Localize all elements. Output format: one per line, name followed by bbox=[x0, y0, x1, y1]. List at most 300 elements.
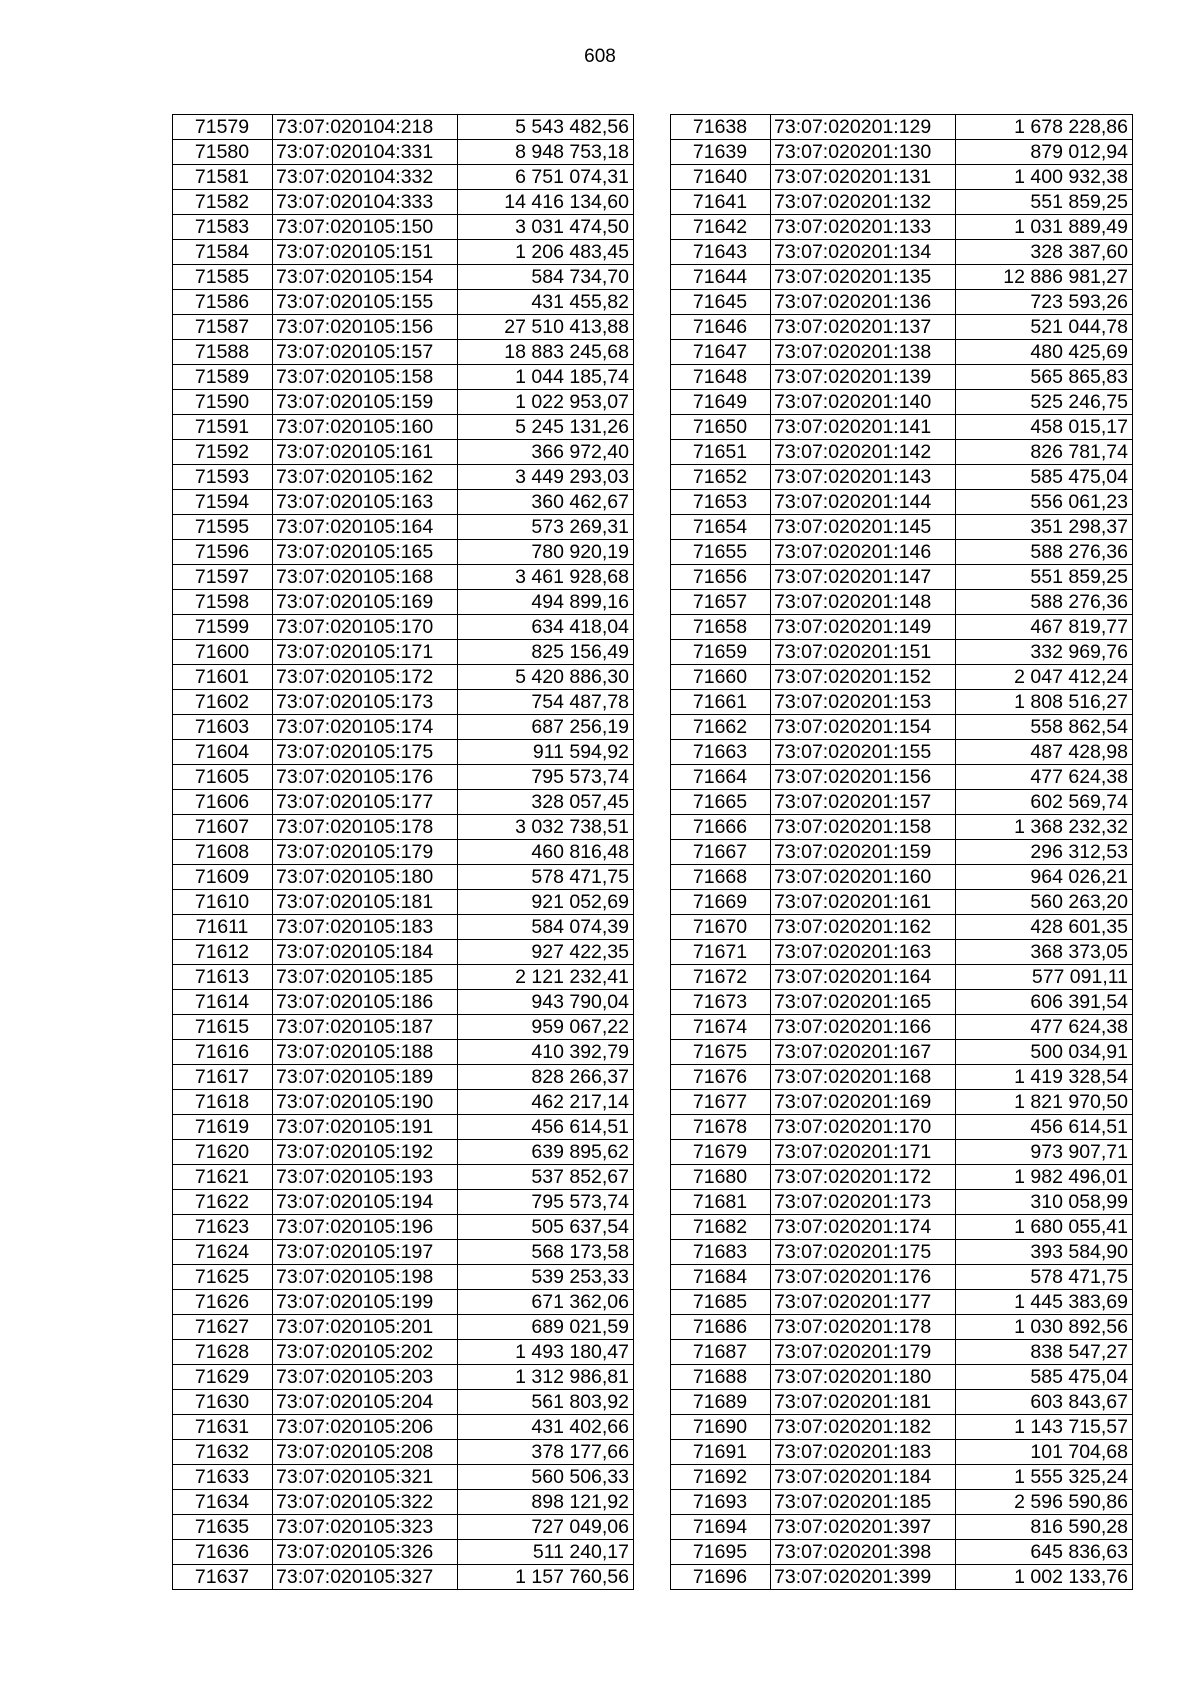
value-cell: 462 217,14 bbox=[458, 1090, 634, 1115]
value-cell: 825 156,49 bbox=[458, 640, 634, 665]
table-row bbox=[173, 290, 634, 315]
row-number-cell: 71626 bbox=[173, 1290, 273, 1315]
row-number-cell: 71604 bbox=[173, 740, 273, 765]
cadastral-number-cell: 73:07:020105:155 bbox=[273, 290, 458, 315]
value-cell: 1 821 970,50 bbox=[956, 1090, 1133, 1115]
cadastral-number-cell: 73:07:020105:326 bbox=[273, 1540, 458, 1565]
row-number-cell: 71589 bbox=[173, 365, 273, 390]
row-number-cell: 71630 bbox=[173, 1390, 273, 1415]
value-cell: 368 373,05 bbox=[956, 940, 1133, 965]
value-cell: 328 057,45 bbox=[458, 790, 634, 815]
cadastral-number-cell: 73:07:020201:134 bbox=[771, 240, 956, 265]
table-row bbox=[173, 140, 634, 165]
row-number-cell: 71686 bbox=[671, 1315, 771, 1340]
value-cell: 328 387,60 bbox=[956, 240, 1133, 265]
value-cell: 431 402,66 bbox=[458, 1415, 634, 1440]
cadastral-number-cell: 73:07:020105:151 bbox=[273, 240, 458, 265]
table-row bbox=[173, 1365, 634, 1390]
value-cell: 458 015,17 bbox=[956, 415, 1133, 440]
value-cell: 2 121 232,41 bbox=[458, 965, 634, 990]
row-number-cell: 71624 bbox=[173, 1240, 273, 1265]
table-row bbox=[671, 140, 1133, 165]
row-number-cell: 71644 bbox=[671, 265, 771, 290]
value-cell: 477 624,38 bbox=[956, 1015, 1133, 1040]
cadastral-number-cell: 73:07:020105:321 bbox=[273, 1465, 458, 1490]
cadastral-number-cell: 73:07:020201:148 bbox=[771, 590, 956, 615]
cadastral-number-cell: 73:07:020201:167 bbox=[771, 1040, 956, 1065]
value-cell: 487 428,98 bbox=[956, 740, 1133, 765]
row-number-cell: 71591 bbox=[173, 415, 273, 440]
cadastral-number-cell: 73:07:020105:202 bbox=[273, 1340, 458, 1365]
table-row bbox=[671, 965, 1133, 990]
cadastral-number-cell: 73:07:020105:173 bbox=[273, 690, 458, 715]
table-row bbox=[671, 1390, 1133, 1415]
table-row bbox=[671, 365, 1133, 390]
cadastral-number-cell: 73:07:020201:164 bbox=[771, 965, 956, 990]
table-row bbox=[671, 1540, 1133, 1565]
row-number-cell: 71646 bbox=[671, 315, 771, 340]
value-cell: 634 418,04 bbox=[458, 615, 634, 640]
row-number-cell: 71677 bbox=[671, 1090, 771, 1115]
table-row bbox=[671, 340, 1133, 365]
table-row bbox=[671, 790, 1133, 815]
table-row bbox=[671, 1565, 1133, 1590]
row-number-cell: 71637 bbox=[173, 1565, 273, 1590]
table-row bbox=[671, 115, 1133, 140]
value-cell: 525 246,75 bbox=[956, 390, 1133, 415]
cadastral-number-cell: 73:07:020201:152 bbox=[771, 665, 956, 690]
cadastral-number-cell: 73:07:020201:182 bbox=[771, 1415, 956, 1440]
cadastral-number-cell: 73:07:020201:399 bbox=[771, 1565, 956, 1590]
row-number-cell: 71685 bbox=[671, 1290, 771, 1315]
row-number-cell: 71621 bbox=[173, 1165, 273, 1190]
cadastral-number-cell: 73:07:020105:206 bbox=[273, 1415, 458, 1440]
row-number-cell: 71693 bbox=[671, 1490, 771, 1515]
row-number-cell: 71645 bbox=[671, 290, 771, 315]
table-row bbox=[671, 715, 1133, 740]
cadastral-number-cell: 73:07:020201:162 bbox=[771, 915, 956, 940]
value-cell: 5 543 482,56 bbox=[458, 115, 634, 140]
table-row bbox=[671, 740, 1133, 765]
cadastral-number-cell: 73:07:020105:198 bbox=[273, 1265, 458, 1290]
cadastral-number-cell: 73:07:020201:143 bbox=[771, 465, 956, 490]
cadastral-number-cell: 73:07:020201:169 bbox=[771, 1090, 956, 1115]
row-number-cell: 71688 bbox=[671, 1365, 771, 1390]
row-number-cell: 71663 bbox=[671, 740, 771, 765]
table-row bbox=[671, 515, 1133, 540]
value-cell: 558 862,54 bbox=[956, 715, 1133, 740]
cadastral-number-cell: 73:07:020201:172 bbox=[771, 1165, 956, 1190]
cadastral-number-cell: 73:07:020105:160 bbox=[273, 415, 458, 440]
cadastral-number-cell: 73:07:020201:181 bbox=[771, 1390, 956, 1415]
table-row bbox=[173, 765, 634, 790]
value-cell: 1 143 715,57 bbox=[956, 1415, 1133, 1440]
table-row bbox=[671, 540, 1133, 565]
row-number-cell: 71592 bbox=[173, 440, 273, 465]
row-number-cell: 71617 bbox=[173, 1065, 273, 1090]
table-row bbox=[671, 940, 1133, 965]
row-number-cell: 71627 bbox=[173, 1315, 273, 1340]
table-row bbox=[671, 1415, 1133, 1440]
row-number-cell: 71588 bbox=[173, 340, 273, 365]
value-cell: 584 734,70 bbox=[458, 265, 634, 290]
value-cell: 588 276,36 bbox=[956, 540, 1133, 565]
table-row bbox=[671, 165, 1133, 190]
value-cell: 539 253,33 bbox=[458, 1265, 634, 1290]
value-cell: 639 895,62 bbox=[458, 1140, 634, 1165]
value-cell: 494 899,16 bbox=[458, 590, 634, 615]
row-number-cell: 71647 bbox=[671, 340, 771, 365]
row-number-cell: 71654 bbox=[671, 515, 771, 540]
value-cell: 2 596 590,86 bbox=[956, 1490, 1133, 1515]
cadastral-number-cell: 73:07:020201:174 bbox=[771, 1215, 956, 1240]
value-cell: 332 969,76 bbox=[956, 640, 1133, 665]
row-number-cell: 71587 bbox=[173, 315, 273, 340]
cadastral-number-cell: 73:07:020201:184 bbox=[771, 1465, 956, 1490]
right-table-body bbox=[671, 115, 1133, 1590]
cadastral-number-cell: 73:07:020201:133 bbox=[771, 215, 956, 240]
table-row bbox=[173, 390, 634, 415]
cadastral-number-cell: 73:07:020105:194 bbox=[273, 1190, 458, 1215]
value-cell: 5 420 886,30 bbox=[458, 665, 634, 690]
row-number-cell: 71581 bbox=[173, 165, 273, 190]
cadastral-number-cell: 73:07:020105:159 bbox=[273, 390, 458, 415]
table-row bbox=[671, 1215, 1133, 1240]
value-cell: 585 475,04 bbox=[956, 465, 1133, 490]
table-row bbox=[671, 840, 1133, 865]
value-cell: 1 022 953,07 bbox=[458, 390, 634, 415]
table-row bbox=[671, 1115, 1133, 1140]
table-row bbox=[173, 1165, 634, 1190]
value-cell: 6 751 074,31 bbox=[458, 165, 634, 190]
row-number-cell: 71593 bbox=[173, 465, 273, 490]
table-row bbox=[173, 790, 634, 815]
value-cell: 879 012,94 bbox=[956, 140, 1133, 165]
value-cell: 687 256,19 bbox=[458, 715, 634, 740]
cadastral-number-cell: 73:07:020105:179 bbox=[273, 840, 458, 865]
cadastral-number-cell: 73:07:020105:323 bbox=[273, 1515, 458, 1540]
value-cell: 2 047 412,24 bbox=[956, 665, 1133, 690]
value-cell: 585 475,04 bbox=[956, 1365, 1133, 1390]
table-row bbox=[173, 1315, 634, 1340]
row-number-cell: 71579 bbox=[173, 115, 273, 140]
row-number-cell: 71583 bbox=[173, 215, 273, 240]
cadastral-number-cell: 73:07:020105:184 bbox=[273, 940, 458, 965]
cadastral-number-cell: 73:07:020201:398 bbox=[771, 1540, 956, 1565]
cadastral-number-cell: 73:07:020105:158 bbox=[273, 365, 458, 390]
row-number-cell: 71607 bbox=[173, 815, 273, 840]
table-row bbox=[173, 265, 634, 290]
table-row bbox=[173, 865, 634, 890]
value-cell: 5 245 131,26 bbox=[458, 415, 634, 440]
cadastral-number-cell: 73:07:020105:165 bbox=[273, 540, 458, 565]
value-cell: 456 614,51 bbox=[458, 1115, 634, 1140]
table-row bbox=[173, 1065, 634, 1090]
cadastral-number-cell: 73:07:020201:139 bbox=[771, 365, 956, 390]
table-row bbox=[671, 615, 1133, 640]
cadastral-number-cell: 73:07:020104:218 bbox=[273, 115, 458, 140]
row-number-cell: 71661 bbox=[671, 690, 771, 715]
cadastral-number-cell: 73:07:020201:157 bbox=[771, 790, 956, 815]
table-row bbox=[671, 465, 1133, 490]
table-row bbox=[671, 815, 1133, 840]
value-cell: 18 883 245,68 bbox=[458, 340, 634, 365]
cadastral-number-cell: 73:07:020105:203 bbox=[273, 1365, 458, 1390]
cadastral-number-cell: 73:07:020105:196 bbox=[273, 1215, 458, 1240]
value-cell: 964 026,21 bbox=[956, 865, 1133, 890]
row-number-cell: 71648 bbox=[671, 365, 771, 390]
table-row bbox=[173, 590, 634, 615]
value-cell: 921 052,69 bbox=[458, 890, 634, 915]
row-number-cell: 71597 bbox=[173, 565, 273, 590]
row-number-cell: 71613 bbox=[173, 965, 273, 990]
table-row bbox=[671, 865, 1133, 890]
row-number-cell: 71636 bbox=[173, 1540, 273, 1565]
table-row bbox=[671, 290, 1133, 315]
row-number-cell: 71672 bbox=[671, 965, 771, 990]
value-cell: 603 843,67 bbox=[956, 1390, 1133, 1415]
value-cell: 780 920,19 bbox=[458, 540, 634, 565]
value-cell: 556 061,23 bbox=[956, 490, 1133, 515]
value-cell: 8 948 753,18 bbox=[458, 140, 634, 165]
cadastral-number-cell: 73:07:020201:165 bbox=[771, 990, 956, 1015]
row-number-cell: 71690 bbox=[671, 1415, 771, 1440]
cadastral-number-cell: 73:07:020201:130 bbox=[771, 140, 956, 165]
table-row bbox=[671, 1240, 1133, 1265]
value-cell: 27 510 413,88 bbox=[458, 315, 634, 340]
row-number-cell: 71652 bbox=[671, 465, 771, 490]
table-row bbox=[173, 1015, 634, 1040]
table-row bbox=[173, 815, 634, 840]
row-number-cell: 71599 bbox=[173, 615, 273, 640]
table-row bbox=[173, 1215, 634, 1240]
value-cell: 578 471,75 bbox=[458, 865, 634, 890]
table-row bbox=[671, 1340, 1133, 1365]
table-row bbox=[671, 215, 1133, 240]
value-cell: 460 816,48 bbox=[458, 840, 634, 865]
cadastral-number-cell: 73:07:020201:173 bbox=[771, 1190, 956, 1215]
table-row bbox=[671, 1015, 1133, 1040]
cadastral-number-cell: 73:07:020201:144 bbox=[771, 490, 956, 515]
cadastral-number-cell: 73:07:020105:161 bbox=[273, 440, 458, 465]
row-number-cell: 71651 bbox=[671, 440, 771, 465]
row-number-cell: 71671 bbox=[671, 940, 771, 965]
value-cell: 537 852,67 bbox=[458, 1165, 634, 1190]
row-number-cell: 71638 bbox=[671, 115, 771, 140]
row-number-cell: 71650 bbox=[671, 415, 771, 440]
value-cell: 1 419 328,54 bbox=[956, 1065, 1133, 1090]
cadastral-number-cell: 73:07:020201:177 bbox=[771, 1290, 956, 1315]
value-cell: 1 445 383,69 bbox=[956, 1290, 1133, 1315]
value-cell: 816 590,28 bbox=[956, 1515, 1133, 1540]
value-cell: 378 177,66 bbox=[458, 1440, 634, 1465]
row-number-cell: 71679 bbox=[671, 1140, 771, 1165]
table-row bbox=[173, 890, 634, 915]
cadastral-number-cell: 73:07:020105:169 bbox=[273, 590, 458, 615]
table-row bbox=[671, 1165, 1133, 1190]
row-number-cell: 71683 bbox=[671, 1240, 771, 1265]
value-cell: 477 624,38 bbox=[956, 765, 1133, 790]
value-cell: 1 002 133,76 bbox=[956, 1565, 1133, 1590]
cadastral-number-cell: 73:07:020104:333 bbox=[273, 190, 458, 215]
value-cell: 943 790,04 bbox=[458, 990, 634, 1015]
row-number-cell: 71601 bbox=[173, 665, 273, 690]
value-cell: 561 803,92 bbox=[458, 1390, 634, 1415]
value-cell: 1 680 055,41 bbox=[956, 1215, 1133, 1240]
table-row bbox=[173, 215, 634, 240]
value-cell: 500 034,91 bbox=[956, 1040, 1133, 1065]
row-number-cell: 71625 bbox=[173, 1265, 273, 1290]
table-row bbox=[671, 265, 1133, 290]
row-number-cell: 71643 bbox=[671, 240, 771, 265]
table-row bbox=[173, 915, 634, 940]
value-cell: 3 461 928,68 bbox=[458, 565, 634, 590]
table-row bbox=[173, 465, 634, 490]
value-cell: 577 091,11 bbox=[956, 965, 1133, 990]
value-cell: 1 493 180,47 bbox=[458, 1340, 634, 1365]
cadastral-number-cell: 73:07:020201:141 bbox=[771, 415, 956, 440]
cadastral-number-cell: 73:07:020201:145 bbox=[771, 515, 956, 540]
cadastral-number-cell: 73:07:020201:159 bbox=[771, 840, 956, 865]
row-number-cell: 71664 bbox=[671, 765, 771, 790]
value-cell: 838 547,27 bbox=[956, 1340, 1133, 1365]
row-number-cell: 71669 bbox=[671, 890, 771, 915]
table-row bbox=[671, 915, 1133, 940]
cadastral-number-cell: 73:07:020105:164 bbox=[273, 515, 458, 540]
cadastral-number-cell: 73:07:020105:204 bbox=[273, 1390, 458, 1415]
row-number-cell: 71691 bbox=[671, 1440, 771, 1465]
table-row bbox=[671, 1190, 1133, 1215]
value-cell: 828 266,37 bbox=[458, 1065, 634, 1090]
value-cell: 565 865,83 bbox=[956, 365, 1133, 390]
value-cell: 1 206 483,45 bbox=[458, 240, 634, 265]
cadastral-number-cell: 73:07:020201:138 bbox=[771, 340, 956, 365]
value-cell: 560 506,33 bbox=[458, 1465, 634, 1490]
table-row bbox=[173, 1290, 634, 1315]
table-row bbox=[671, 1065, 1133, 1090]
cadastral-number-cell: 73:07:020105:322 bbox=[273, 1490, 458, 1515]
value-cell: 927 422,35 bbox=[458, 940, 634, 965]
table-row bbox=[173, 415, 634, 440]
value-cell: 310 058,99 bbox=[956, 1190, 1133, 1215]
value-cell: 1 400 932,38 bbox=[956, 165, 1133, 190]
value-cell: 431 455,82 bbox=[458, 290, 634, 315]
cadastral-number-cell: 73:07:020201:171 bbox=[771, 1140, 956, 1165]
table-row bbox=[173, 1415, 634, 1440]
value-cell: 898 121,92 bbox=[458, 1490, 634, 1515]
table-row bbox=[173, 1040, 634, 1065]
row-number-cell: 71598 bbox=[173, 590, 273, 615]
value-cell: 1 808 516,27 bbox=[956, 690, 1133, 715]
cadastral-number-cell: 73:07:020105:193 bbox=[273, 1165, 458, 1190]
table-row bbox=[173, 365, 634, 390]
value-cell: 101 704,68 bbox=[956, 1440, 1133, 1465]
table-row bbox=[671, 640, 1133, 665]
cadastral-number-cell: 73:07:020201:185 bbox=[771, 1490, 956, 1515]
cadastral-number-cell: 73:07:020201:163 bbox=[771, 940, 956, 965]
table-row bbox=[173, 115, 634, 140]
table-row bbox=[173, 1515, 634, 1540]
table-row bbox=[173, 1140, 634, 1165]
row-number-cell: 71674 bbox=[671, 1015, 771, 1040]
cadastral-number-cell: 73:07:020201:131 bbox=[771, 165, 956, 190]
row-number-cell: 71668 bbox=[671, 865, 771, 890]
row-number-cell: 71594 bbox=[173, 490, 273, 515]
cadastral-number-cell: 73:07:020201:180 bbox=[771, 1365, 956, 1390]
table-row bbox=[173, 715, 634, 740]
row-number-cell: 71612 bbox=[173, 940, 273, 965]
table-row bbox=[173, 315, 634, 340]
table-row bbox=[671, 1090, 1133, 1115]
row-number-cell: 71657 bbox=[671, 590, 771, 615]
table-row bbox=[173, 540, 634, 565]
row-number-cell: 71595 bbox=[173, 515, 273, 540]
row-number-cell: 71609 bbox=[173, 865, 273, 890]
value-cell: 973 907,71 bbox=[956, 1140, 1133, 1165]
value-cell: 723 593,26 bbox=[956, 290, 1133, 315]
cadastral-number-cell: 73:07:020105:192 bbox=[273, 1140, 458, 1165]
row-number-cell: 71629 bbox=[173, 1365, 273, 1390]
row-number-cell: 71653 bbox=[671, 490, 771, 515]
cadastral-number-cell: 73:07:020105:327 bbox=[273, 1565, 458, 1590]
cadastral-number-cell: 73:07:020105:154 bbox=[273, 265, 458, 290]
cadastral-number-cell: 73:07:020201:140 bbox=[771, 390, 956, 415]
table-row bbox=[173, 1240, 634, 1265]
table-row bbox=[671, 1365, 1133, 1390]
value-cell: 645 836,63 bbox=[956, 1540, 1133, 1565]
cadastral-number-cell: 73:07:020105:178 bbox=[273, 815, 458, 840]
row-number-cell: 71639 bbox=[671, 140, 771, 165]
table-row bbox=[671, 1290, 1133, 1315]
table-row bbox=[173, 1090, 634, 1115]
row-number-cell: 71618 bbox=[173, 1090, 273, 1115]
row-number-cell: 71619 bbox=[173, 1115, 273, 1140]
cadastral-number-cell: 73:07:020201:137 bbox=[771, 315, 956, 340]
row-number-cell: 71631 bbox=[173, 1415, 273, 1440]
table-row bbox=[671, 1315, 1133, 1340]
table-row bbox=[671, 690, 1133, 715]
value-cell: 959 067,22 bbox=[458, 1015, 634, 1040]
table-row bbox=[173, 740, 634, 765]
row-number-cell: 71681 bbox=[671, 1190, 771, 1215]
row-number-cell: 71678 bbox=[671, 1115, 771, 1140]
value-cell: 588 276,36 bbox=[956, 590, 1133, 615]
table-row bbox=[671, 1140, 1133, 1165]
table-row bbox=[173, 1390, 634, 1415]
value-cell: 689 021,59 bbox=[458, 1315, 634, 1340]
cadastral-number-cell: 73:07:020201:129 bbox=[771, 115, 956, 140]
cadastral-number-cell: 73:07:020201:142 bbox=[771, 440, 956, 465]
cadastral-number-cell: 73:07:020105:190 bbox=[273, 1090, 458, 1115]
row-number-cell: 71622 bbox=[173, 1190, 273, 1215]
cadastral-number-cell: 73:07:020201:132 bbox=[771, 190, 956, 215]
row-number-cell: 71602 bbox=[173, 690, 273, 715]
value-cell: 410 392,79 bbox=[458, 1040, 634, 1065]
cadastral-number-cell: 73:07:020201:397 bbox=[771, 1515, 956, 1540]
table-row bbox=[173, 840, 634, 865]
row-number-cell: 71614 bbox=[173, 990, 273, 1015]
table-row bbox=[173, 1265, 634, 1290]
cadastral-number-cell: 73:07:020201:168 bbox=[771, 1065, 956, 1090]
cadastral-number-cell: 73:07:020105:197 bbox=[273, 1240, 458, 1265]
table-row bbox=[671, 390, 1133, 415]
cadastral-number-cell: 73:07:020104:332 bbox=[273, 165, 458, 190]
cadastral-number-cell: 73:07:020105:186 bbox=[273, 990, 458, 1015]
table-row bbox=[173, 1115, 634, 1140]
row-number-cell: 71590 bbox=[173, 390, 273, 415]
table-row bbox=[671, 1440, 1133, 1465]
value-cell: 911 594,92 bbox=[458, 740, 634, 765]
